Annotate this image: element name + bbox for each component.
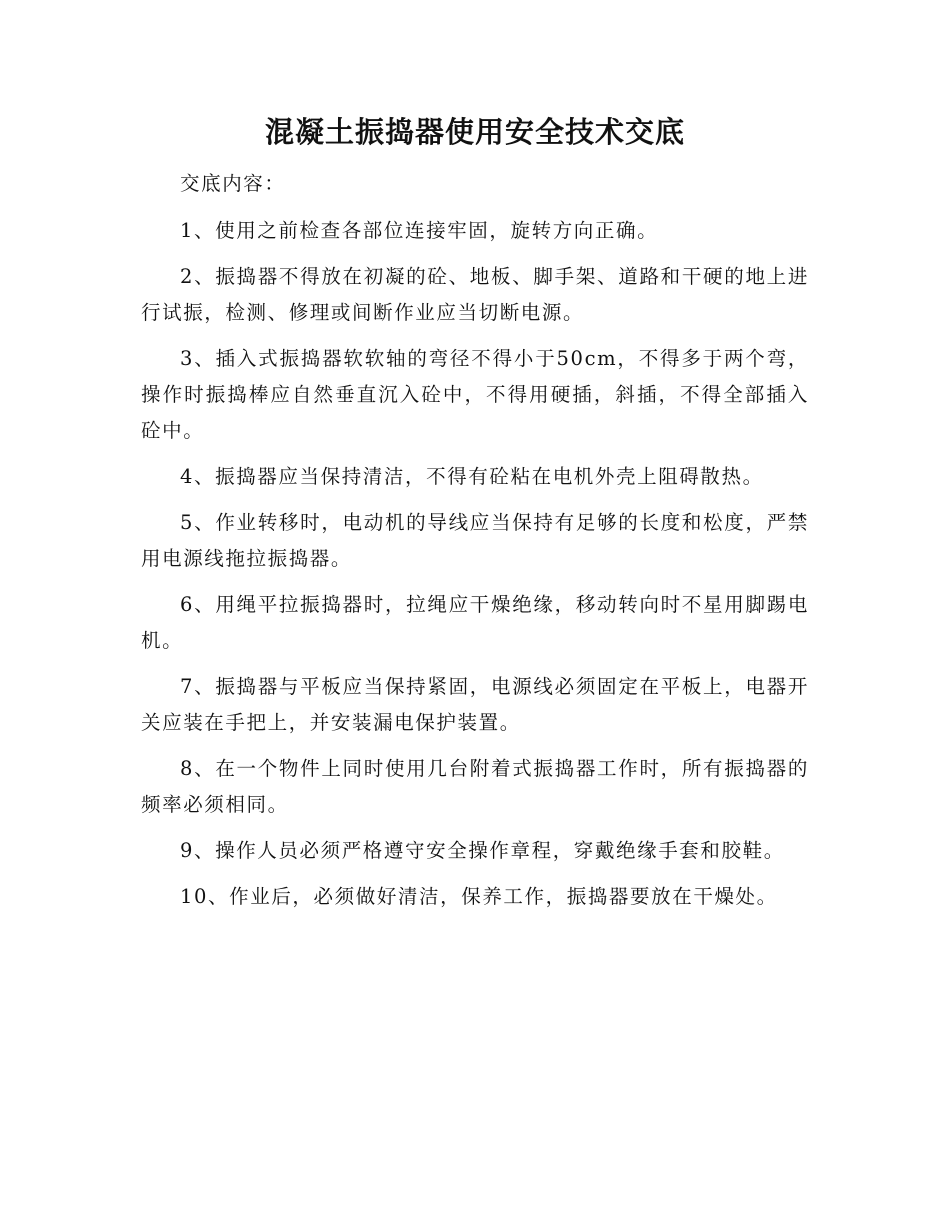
- item-7: 7、振捣器与平板应当保持紧固，电源线必须固定在平板上，电器开关应装在手把上，并安装漏电保护装置。: [141, 675, 809, 734]
- document-body: [141, 166, 809, 925]
- item-5: 5、作业转移时，电动机的导线应当保持有足够的长度和松度，严禁用电源线拖拉振捣器。: [141, 511, 809, 570]
- item-1: 1、使用之前检查各部位连接牢固，旋转方向正确。: [180, 219, 659, 242]
- item-8: 8、在一个物件上同时使用几台附着式振捣器工作时，所有振捣器的频率必须相同。: [141, 757, 809, 816]
- intro-label: 交底内容：: [180, 172, 286, 195]
- item-6: 6、用绳平拉振捣器时，拉绳应干燥绝缘，移动转向时不星用脚踢电机。: [141, 593, 809, 652]
- item-4: 4、振捣器应当保持清洁，不得有砼粘在电机外壳上阻碍散热。: [180, 465, 764, 488]
- document-title: 混凝土振捣器使用安全技术交底: [264, 115, 685, 149]
- item-10: 10、作业后，必须做好清洁，保养工作，振捣器要放在干燥处。: [180, 885, 778, 908]
- item-3: 3、插入式振捣器软软轴的弯径不得小于50cm，不得多于两个弯，操作时振捣棒应自然垂直沉入砼中，不得用硬插，斜插，不得全部插入砼中。: [141, 347, 809, 442]
- item-2: 2、振捣器不得放在初凝的砼、地板、脚手架、道路和干硬的地上进行试振，检测、修理或间断作业应当切断电源。: [141, 265, 809, 324]
- item-9: 9、操作人员必须严格遵守安全操作章程，穿戴绝缘手套和胶鞋。: [180, 839, 785, 862]
